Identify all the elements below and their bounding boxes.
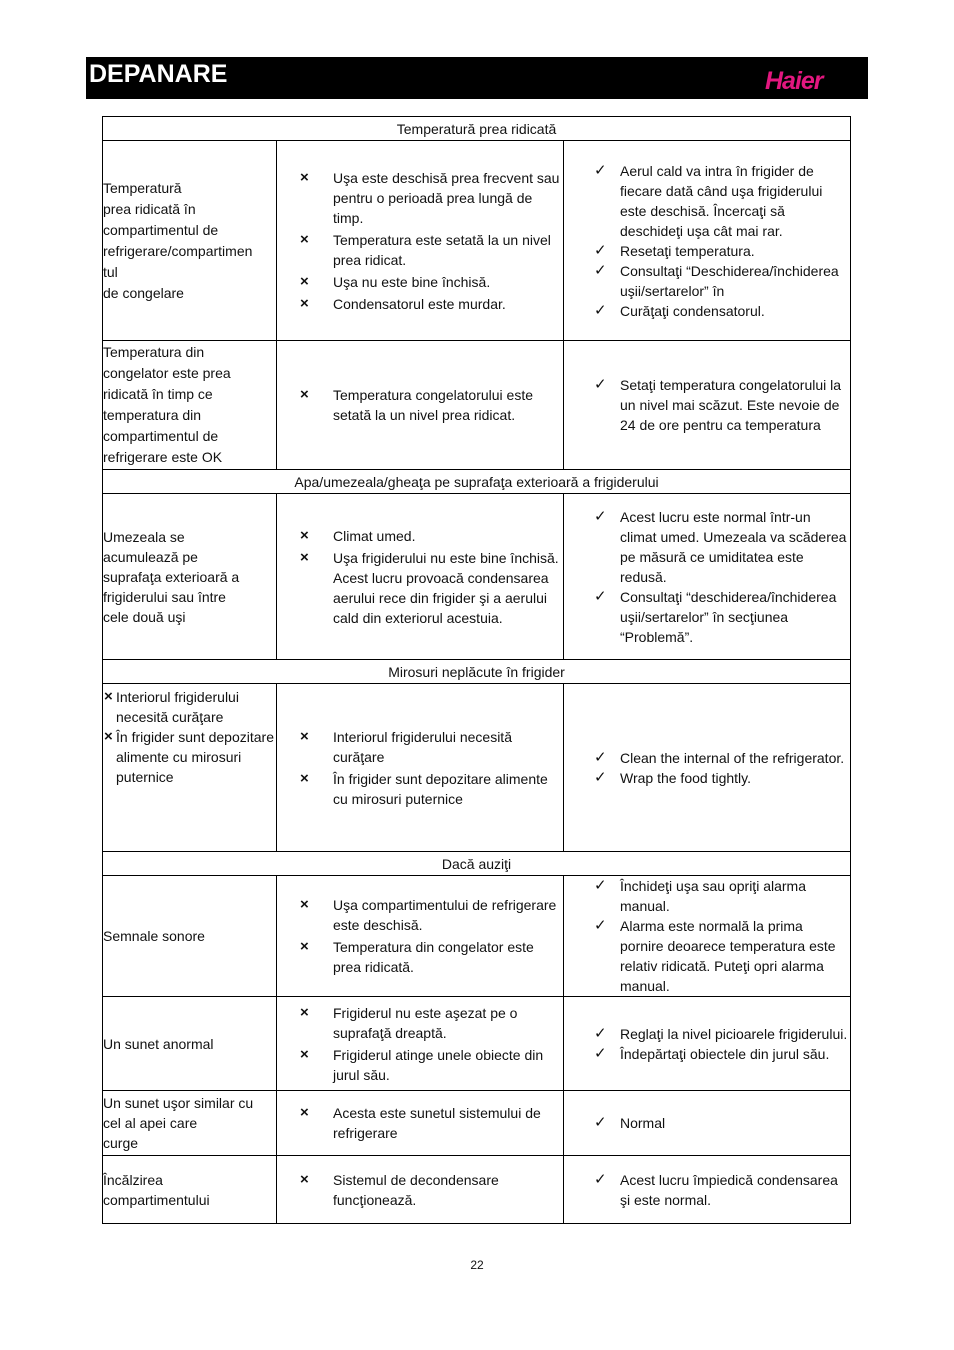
problem-cell [103,341,277,470]
solution-item-list [564,507,850,647]
solution-cell [564,876,851,997]
section-header-row [103,660,851,684]
solution-item: ✓ Consultaţi “deschiderea/închiderea uşii/sertarelor” în secţiunea “Problemă”. [564,587,850,647]
solution-cell [564,997,851,1091]
solution-item: ✓ Resetaţi temperatura. [564,241,850,261]
problem-cell [103,876,277,997]
page-header [86,57,868,99]
solution-cell [564,684,851,852]
problem-item: × În frigider sunt depozitare alimente cu mirosuri puternice [104,727,276,787]
solution-item: ✓ Închideţi uşa sau opriţi alarma manual. [564,876,850,916]
solution-item-list [564,748,850,788]
problem-text: Temperatura din congelator este prea ridicată în timp ce temperatura din compartimentul de refrigerare este OK [103,344,231,465]
cause-cell [277,494,564,660]
problem-text: Un sunet uşor similar cu cel al apei care curge [103,1095,254,1151]
page-title: DEPANARE [89,60,228,88]
solution-item-list [564,876,850,996]
solution-item: ✓ Setaţi temperatura congelatorului la un nivel mai scăzut. Este nevoie de 24 de ore pentru ca temperatura [564,375,850,435]
solution-cell [564,1091,851,1156]
cause-cell [277,876,564,997]
table-row [103,997,851,1091]
solution-cell [564,1156,851,1224]
solution-cell [564,341,851,470]
problem-text: Semnale sonore [103,928,205,944]
section-title: Apa/umezeala/gheaţa pe suprafaţa exterioară a frigiderului [103,470,851,494]
section-header-row [103,117,851,141]
solution-item: ✓ Îndepărtaţi obiectele din jurul său. [564,1044,850,1064]
solution-item: ✓ Clean the internal of the refrigerator. [564,748,850,768]
cause-item-list [277,1003,563,1085]
cause-item: × Temperatura congelatorului este setată la un nivel prea ridicat. [277,385,563,425]
haier-logo [765,67,841,93]
cause-item: × Uşa este deschisă prea frecvent sau pentru o perioadă prea lungă de timp. [277,168,563,228]
cause-item: × Frigiderul atinge unele obiecte din jurul său. [277,1045,563,1085]
problem-item: × Interiorul frigiderului necesită curăţare [104,687,276,727]
section-header-row [103,852,851,876]
problem-cell [103,997,277,1091]
table-row [103,876,851,997]
cause-item: × Frigiderul nu este aşezat pe o suprafaţă dreaptă. [277,1003,563,1043]
cause-item-list [277,1103,563,1143]
troubleshooting-table [102,116,851,1224]
solution-item: ✓ Aerul cald va intra în frigider de fiecare dată când uşa frigiderului este deschisă. Încercaţi să deschideţi uşa cât mai rar. [564,161,850,241]
solution-item-list [564,1170,850,1210]
problem-item-list [104,687,276,787]
solution-item: ✓ Normal [564,1113,850,1133]
page-number: 22 [470,1258,484,1272]
problem-cell [103,1156,277,1224]
cause-item: × Sistemul de decondensare funcţionează. [277,1170,563,1210]
problem-cell [103,141,277,341]
solution-cell [564,141,851,341]
cause-item: × Condensatorul este murdar. [277,294,563,314]
table-row [103,1091,851,1156]
section-title: Temperatură prea ridicată [103,117,851,141]
solution-cell [564,494,851,660]
cause-item: × Uşa frigiderului nu este bine închisă. Acest lucru provoacă condensarea aerului rece din frigider şi a aerului cald din exteriorul acestuia. [277,548,563,628]
cause-cell [277,1091,564,1156]
cause-item: × Acesta este sunetul sistemului de refrigerare [277,1103,563,1143]
problem-cell [103,494,277,660]
cause-cell [277,684,564,852]
cause-cell [277,1156,564,1224]
problem-text: Un sunet anormal [103,1035,214,1052]
cause-item: × Climat umed. [277,526,563,546]
solution-item-list [564,1113,850,1133]
cause-item: × În frigider sunt depozitare alimente cu mirosuri puternice [277,769,563,809]
cause-item-list [277,385,563,425]
solution-item: ✓ Alarma este normală la prima pornire deoarece temperatura este relativ ridicată. Puteţi opri alarma manual. [564,916,850,996]
solution-item: ✓ Curăţaţi condensatorul. [564,301,850,321]
table-row [103,494,851,660]
solution-item: ✓ Acest lucru împiedică condensarea şi este normal. [564,1170,850,1210]
problem-cell [103,684,277,852]
solution-item: ✓ Consultaţi “Deschiderea/închiderea uşii/sertarelor” în [564,261,850,301]
svg-text:Haier: Haier [765,67,823,93]
table-row [103,684,851,852]
table-row [103,1156,851,1224]
table-row [103,141,851,341]
cause-item: × Uşa nu este bine închisă. [277,272,563,292]
cause-cell [277,997,564,1091]
problem-text: Umezeala se acumulează pe suprafaţa exterioară a frigiderului sau între cele două uşi [103,528,240,625]
cause-item: × Interiorul frigiderului necesită curăţare [277,727,563,767]
section-title: Dacă auziţi [103,852,851,876]
cause-item-list [277,526,563,628]
solution-item-list [564,1024,850,1064]
solution-item: ✓ Wrap the food tightly. [564,768,850,788]
problem-cell [103,1091,277,1156]
solution-item-list [564,161,850,321]
cause-item-list [277,1170,563,1210]
cause-cell [277,341,564,470]
cause-item: × Temperatura este setată la un nivel prea ridicat. [277,230,563,270]
section-title: Mirosuri neplăcute în frigider [103,660,851,684]
cause-cell [277,141,564,341]
cause-item: × Uşa compartimentului de refrigerare este deschisă. [277,895,563,935]
problem-text: Încălzirea compartimentului [103,1171,210,1208]
cause-item-list [277,895,563,977]
cause-item-list [277,168,563,314]
problem-text: Temperatură prea ridicată în compartimentul de refrigerare/compartimen tul de congelare [103,179,253,301]
section-header-row [103,470,851,494]
cause-item-list [277,727,563,809]
solution-item-list [564,375,850,435]
solution-item: ✓ Reglaţi la nivel picioarele frigiderului. [564,1024,850,1044]
cause-item: × Temperatura din congelator este prea ridicată. [277,937,563,977]
table-row [103,341,851,470]
solution-item: ✓ Acest lucru este normal într-un climat umed. Umezeala va scăderea pe măsură ce umiditatea este redusă. [564,507,850,587]
